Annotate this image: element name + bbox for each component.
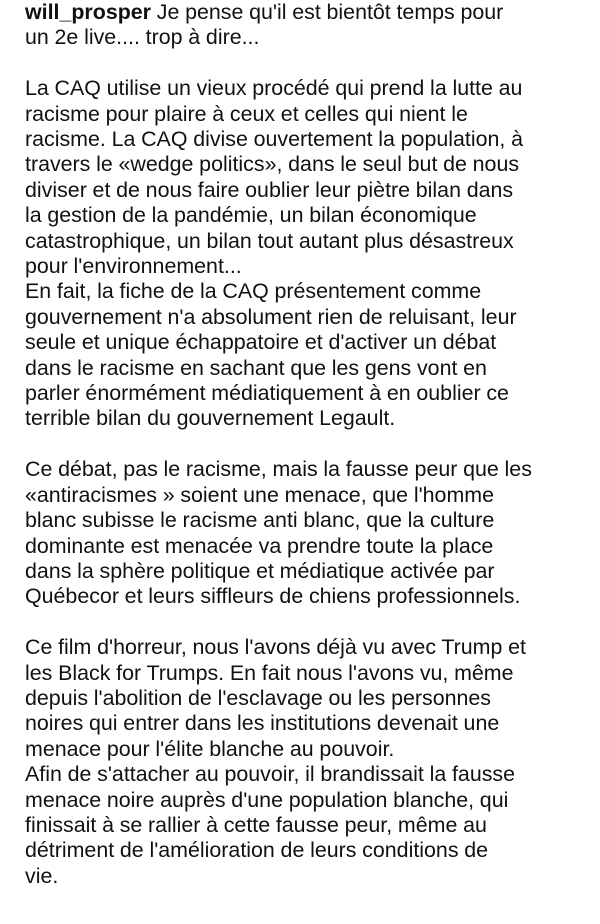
caption-text: Je pense qu'il est bientôt temps pour — [151, 0, 504, 24]
paragraph-gap — [25, 432, 585, 457]
caption-line: depuis l'abolition de l'esclavage ou les personnes — [25, 685, 491, 710]
caption-line: «antiracismes » soient une menace, que l'homme — [25, 482, 494, 507]
caption-line: seule et unique échappatoire et d'activer un débat — [25, 330, 497, 355]
caption-line: dans la sphère politique et médiatique activée par — [25, 558, 495, 583]
caption-line: un 2e live.... trop à dire... — [25, 25, 260, 50]
caption-line: pour l'environnement... — [25, 254, 242, 279]
caption-line: terrible bilan du gouvernement Legault. — [25, 406, 396, 431]
paragraph-gap — [25, 51, 585, 76]
caption-line: travers le «wedge politics», dans le seul but de nous — [25, 152, 520, 177]
caption-line: dans le racisme en sachant que les gens vont en — [25, 355, 487, 380]
caption-line: les Black for Trumps. En fait nous l'avons vu, même — [25, 660, 514, 685]
caption-line: En fait, la fiche de la CAQ présentement comme — [25, 279, 482, 304]
caption-line: racisme pour plaire à ceux et celles qui nient le — [25, 101, 468, 126]
caption-line — [25, 0, 585, 25]
caption-line: menace pour l'élite blanche au pouvoir. — [25, 736, 395, 761]
caption-line: noires qui entrer dans les institutions devenait une — [25, 711, 500, 736]
username-link[interactable]: will_prosper — [25, 0, 152, 24]
caption-line: Ce film d'horreur, nous l'avons déjà vu avec Trump et — [25, 635, 526, 660]
caption-line: Québecor et leurs siffleurs de chiens professionnels. — [25, 584, 521, 609]
caption-line: gouvernement n'a absolument rien de reluisant, leur — [25, 304, 517, 329]
caption-line: dominante est menacée va prendre toute la place — [25, 533, 494, 558]
paragraph-gap — [25, 610, 585, 635]
caption-line: blanc subisse le racisme anti blanc, que la culture — [25, 508, 495, 533]
caption-line: Ce débat, pas le racisme, mais la fausse peur que les — [25, 457, 532, 482]
caption-line: menace noire auprès d'une population blanche, qui — [25, 787, 509, 812]
caption-line: catastrophique, un bilan tout autant plus désastreux — [25, 228, 514, 253]
post-caption — [25, 0, 585, 889]
caption-line: parler énormément médiatiquement à en oublier ce — [25, 381, 509, 406]
caption-line: La CAQ utilise un vieux procédé qui prend la lutte au — [25, 76, 523, 101]
caption-line: racisme. La CAQ divise ouvertement la population, à — [25, 127, 523, 152]
caption-line: la gestion de la pandémie, un bilan économique — [25, 203, 477, 228]
caption-line: diviser et de nous faire oublier leur piètre bilan dans — [25, 177, 514, 202]
caption-line: Afin de s'attacher au pouvoir, il brandissait la fausse — [25, 762, 515, 787]
caption-line: finissait à se rallier à cette fausse peur, même au — [25, 812, 487, 837]
caption-line: vie. — [25, 863, 59, 888]
caption-line: détriment de l'amélioration de leurs conditions de — [25, 838, 489, 863]
